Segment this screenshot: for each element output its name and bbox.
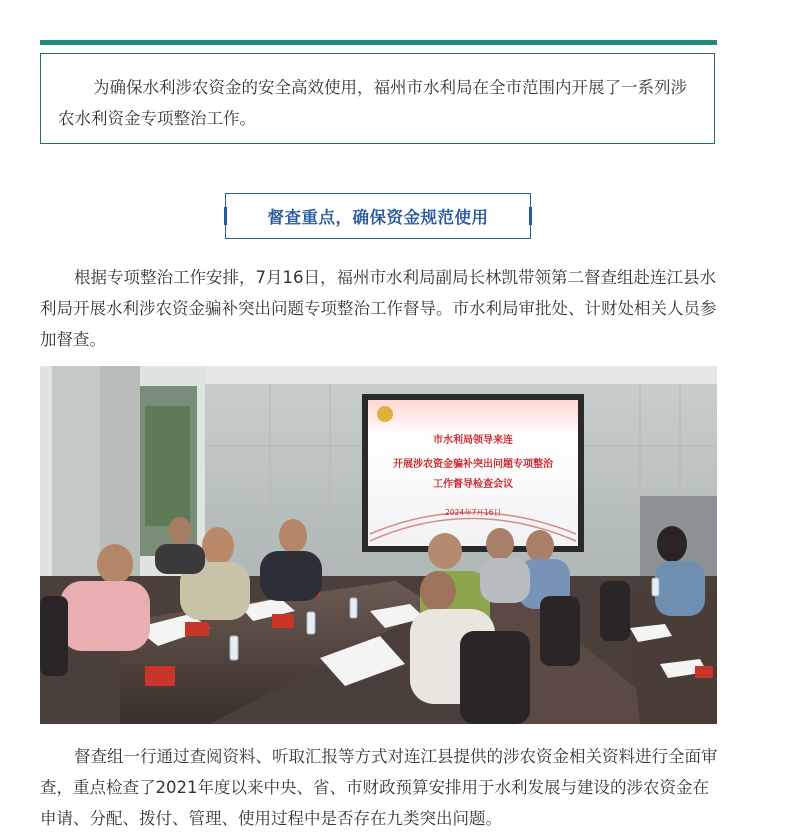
section-heading	[225, 193, 531, 239]
screen-line2: 开展涉农资金骗补突出问题专项整治	[393, 459, 553, 470]
section-heading-text: 督查重点，确保资金规范使用	[267, 208, 489, 227]
paragraph-1: 根据专项整治工作安排，7月16日，福州市水利局副局长林凯带领第二督查组赴连江县水利局开展水利涉农资金骗补突出问题专项整治工作督导。市水利局审批处、计财处相关人员参加督查。	[40, 268, 717, 349]
screen-date: 2024年7月16日	[445, 508, 501, 517]
intro-box	[40, 53, 715, 144]
intro-text: 为确保水利涉农资金的安全高效使用，福州市水利局在全市范围内开展了一系列涉农水利资金专项整治工作。	[58, 78, 687, 128]
heading-left-tick	[224, 207, 227, 225]
screen-line3: 工作督导检查会议	[433, 479, 513, 490]
heading-right-tick	[529, 207, 532, 225]
meeting-photo	[40, 366, 717, 724]
paragraph-2: 督查组一行通过查阅资料、听取汇报等方式对连江县提供的涉农资金相关资料进行全面审查，重点检查了2021年度以来中央、省、市财政预算安排用于水利发展与建设的涉农资金在申请、分配、拨付、管理、使用过程中是否存在九类突出问题。	[40, 747, 718, 828]
top-divider	[40, 40, 717, 45]
screen-line1: 市水利局领导来连	[433, 435, 513, 446]
